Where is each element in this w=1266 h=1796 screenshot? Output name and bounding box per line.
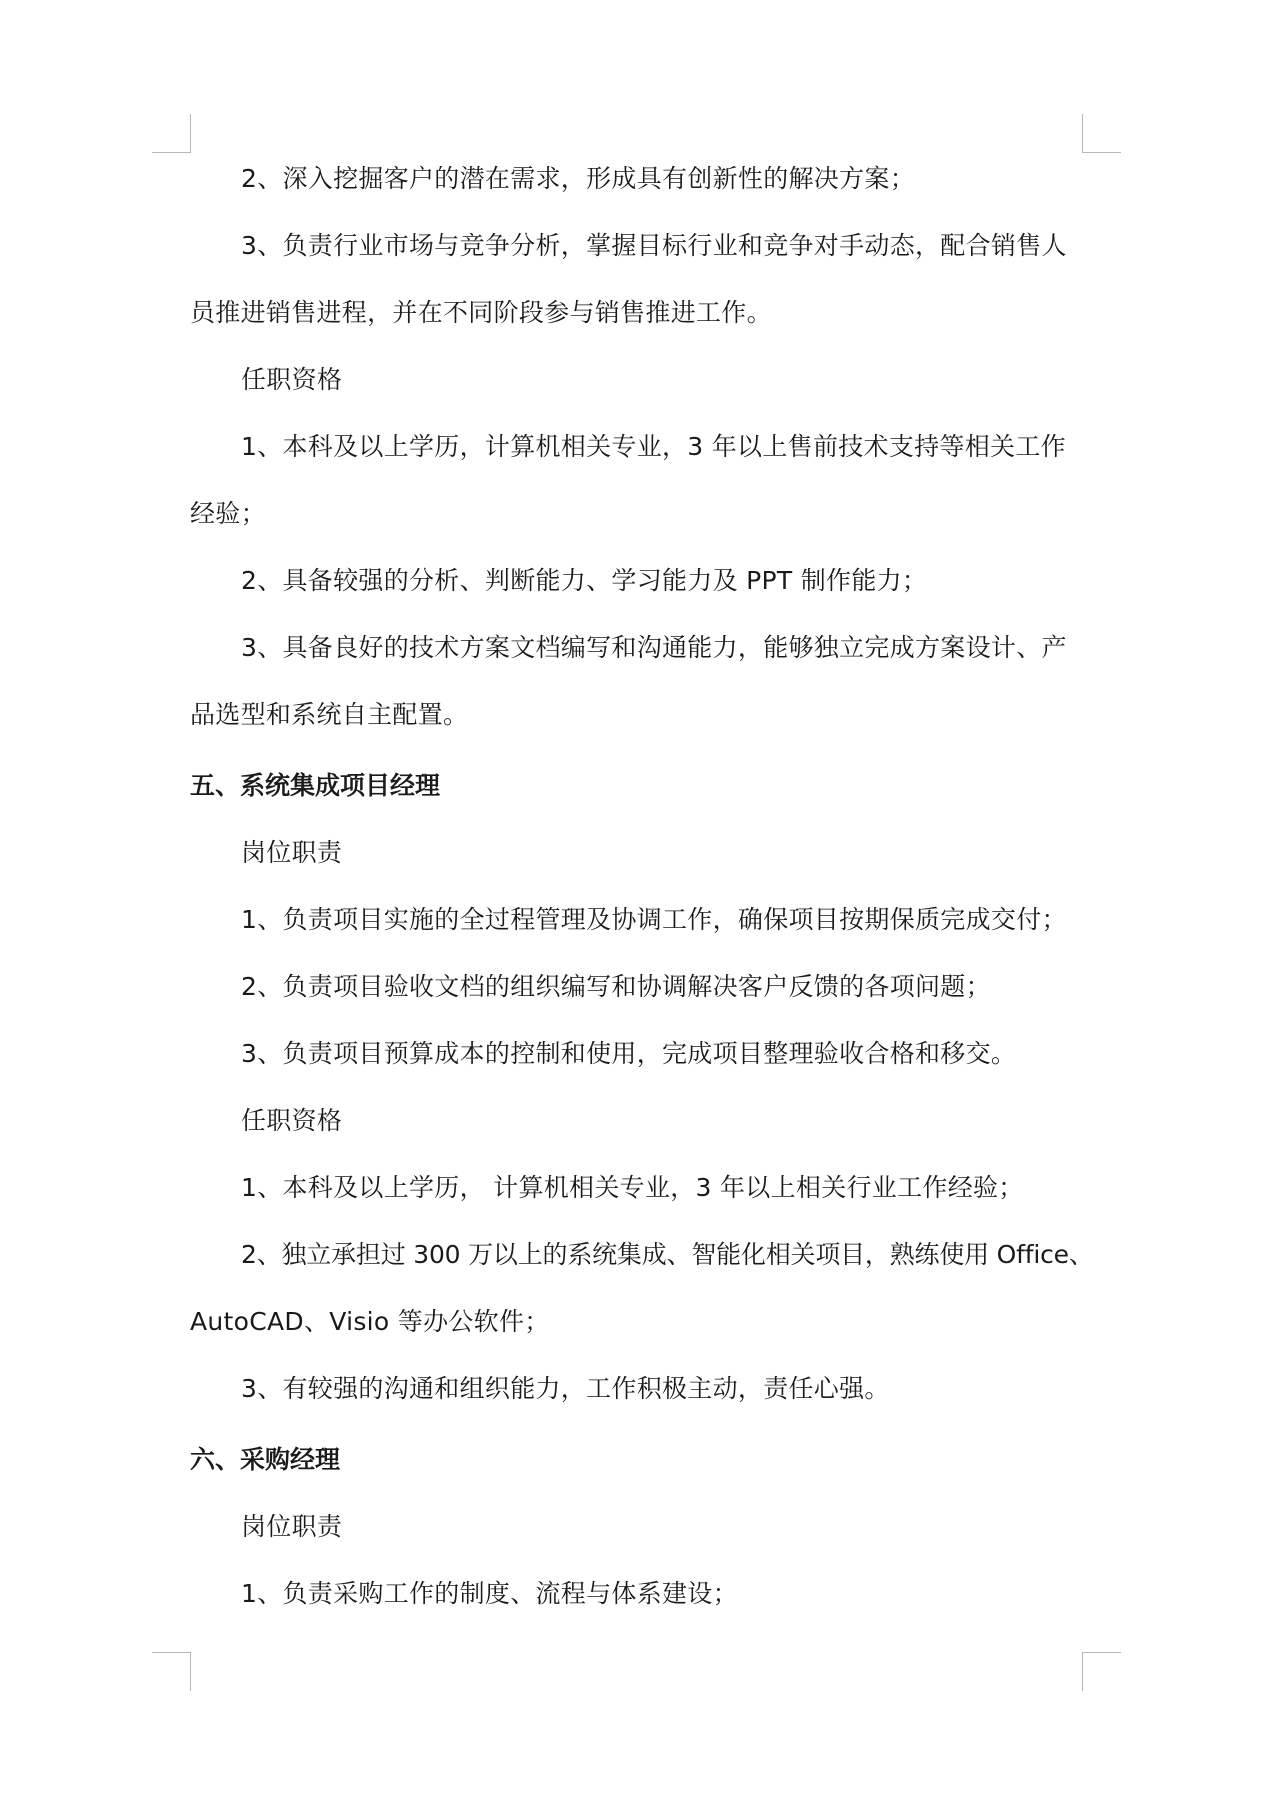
crop-mark-top-left [152,114,191,153]
paragraph-line: 3、具备良好的技术方案文档编写和沟通能力，能够独立完成方案设计、产 [241,633,1067,662]
crop-mark-top-right [1082,114,1121,153]
paragraph-line: AutoCAD、Visio 等办公软件； [190,1307,550,1336]
paragraph-line: 1、负责项目实施的全过程管理及协调工作，确保项目按期保质完成交付； [241,905,1067,934]
paragraph-line: 2、深入挖掘客户的潜在需求，形成具有创新性的解决方案； [241,164,916,193]
paragraph-line: 2、具备较强的分析、判断能力、学习能力及 PPT 制作能力； [241,566,928,595]
document-body [190,164,1094,1646]
paragraph-line: 3、负责项目预算成本的控制和使用，完成项目整理验收合格和移交。 [241,1039,1017,1068]
crop-mark-bottom-left [152,1652,191,1691]
paragraph-line: 2、独立承担过 300 万以上的系统集成、智能化相关项目，熟练使用 Office、 [241,1240,1094,1269]
section-subheading: 岗位职责 [241,838,343,867]
paragraph-line: 3、有较强的沟通和组织能力，工作积极主动，责任心强。 [241,1374,890,1403]
section-heading: 五、系统集成项目经理 [190,771,441,800]
section-heading: 六、采购经理 [190,1445,341,1474]
section-subheading: 任职资格 [241,365,343,394]
paragraph-line: 1、本科及以上学历， 计算机相关专业，3 年以上相关行业工作经验； [241,1173,1024,1202]
paragraph-line: 1、本科及以上学历，计算机相关专业，3 年以上售前技术支持等相关工作 [241,432,1066,461]
paragraph-line: 3、负责行业市场与竞争分析，掌握目标行业和竞争对手动态，配合销售人 [241,231,1067,260]
paragraph-line: 员推进销售进程，并在不同阶段参与销售推进工作。 [190,298,772,327]
paragraph-line: 经验； [190,499,266,528]
paragraph-line: 2、负责项目验收文档的组织编写和协调解决客户反馈的各项问题； [241,972,991,1001]
section-subheading: 任职资格 [241,1106,343,1135]
paragraph-line: 1、负责采购工作的制度、流程与体系建设； [241,1579,738,1608]
paragraph-line: 品选型和系统自主配置。 [190,700,469,729]
section-subheading: 岗位职责 [241,1512,343,1541]
crop-mark-bottom-right [1082,1652,1121,1691]
